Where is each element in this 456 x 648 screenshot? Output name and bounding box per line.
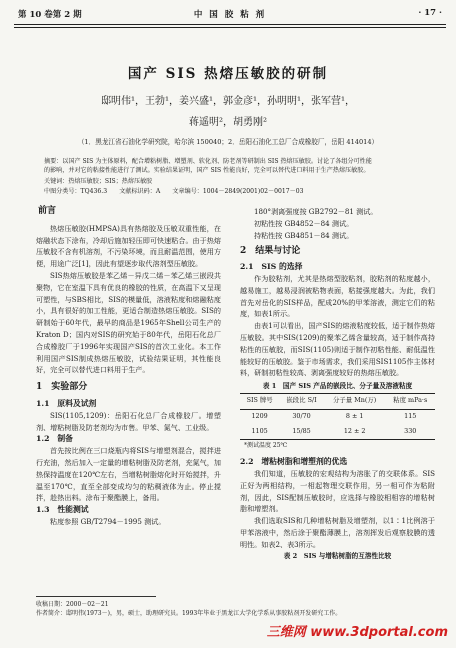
header-rule	[14, 24, 446, 25]
testing-paragraph: 粘度参照 GB/T2794－1995 测试。	[50, 516, 166, 526]
section-heading-results: 2 结果与讨论	[240, 246, 301, 257]
received-date: 收稿日期：2000－02－21	[36, 601, 109, 608]
table-header-cell: 粘度 mPa·s	[393, 396, 428, 405]
test-method-line: 180°剥离强度按 GB2792－81 测试。	[254, 207, 378, 216]
abstract-line: 摘要：以国产 SIS 为主体原料，配合增粘树脂、增塑剂、软化剂、防老剂等研制出 SIS 热熔压敏胶。讨论了各组分可性能	[44, 158, 372, 165]
sis-selection-paragraph: 作为胶粘剂，尤其是热熔型胶粘剂，胶粘剂的粘度越小，越易施工，越易浸润被粘物表面，粘接强度越大。为此，我们首先对岳化的SIS样品，配成20%的甲苯溶液，测定它们的粘度，如表1所示。	[240, 273, 435, 319]
table-cell: 1209	[251, 412, 268, 421]
paper-title: 国产 SIS 热熔压敏胶的研制	[127, 66, 329, 82]
test-method-line: 初粘性按 GB4852－84 测试。	[254, 218, 354, 228]
author-bio: 作者简介：邸明伟(1973－)，男，硕士，助理研究员。1993年毕业于黑龙江大学化学系从事胶粘剂开发研究工作。	[36, 610, 342, 617]
table-cell: 8 ± 1	[345, 412, 364, 421]
section-heading-experimental: 1 实验部分	[36, 382, 88, 393]
tackifier-paragraph: 我们知道，压敏胶的宏观结构为溶胀了的交联体系。SIS正好为两相结构，一相起物理交联作用，另一相可作为粘附剂，因此，SIS配制压敏胶时，应选择与橡胶相相容的增粘树脂和增塑剂。	[240, 468, 435, 514]
test-method-line: 持粘性按 GB4851－84 测试。	[254, 230, 354, 240]
materials-paragraph: SIS(1105,1209)：岳阳石化总厂合成橡胶厂。增塑剂、增粘树脂及防老剂均为市售。甲苯、氮气、工业级。	[36, 410, 221, 432]
table-cell: 115	[404, 412, 417, 421]
table1	[240, 393, 435, 440]
table-cell: 12 ± 2	[343, 427, 366, 436]
table2-caption: 表 2 SIS 与增粘树脂的互溶性比较	[283, 551, 392, 560]
running-header	[18, 6, 442, 22]
section-heading-intro: 前言	[38, 206, 57, 216]
table-row	[240, 425, 435, 440]
table-header-cell: 分子量 Mn(万)	[333, 396, 377, 405]
table-row	[240, 409, 435, 424]
abstract	[44, 157, 419, 175]
table1-note: *测试温度 25℃	[244, 442, 288, 450]
subsection-heading-sis-selection: 2.1 SIS 的选择	[240, 262, 303, 272]
left-column	[36, 206, 221, 528]
tackifier-paragraph: 我们选取SIS和几种增粘树脂及增塑剂，以1∶1比例溶于甲苯溶液中，然后涂于聚酯薄膜上，溶剂挥发后观察胶膜的透明性。如表2、表3所示。	[240, 516, 435, 549]
test-methods	[240, 206, 435, 241]
intro-paragraph: SIS热熔压敏胶是苯乙烯－异戊二烯－苯乙烯三嵌段共聚物，它在室温下具有优良的橡胶的性质，在高温下又呈现可塑性，与SBS相比，SIS的模量低，溶液粘度和熔融粘度小，具有很好的加工性能，更适合制造热熔压敏胶。SIS的研制始于60年代，最早的商品是1965年Shell公司生产的Kraton D；国内对SIS的研究始于80年代，岳阳石化总厂合成橡胶厂于1996年实现国产SIS的首次工业化。本工作利用国产SIS制成热熔压敏胶，试验结果证明，其性能良好，完全可以替代进口料用于生产。	[36, 270, 221, 375]
site-watermark: 三维网 www.3dportal.com	[266, 625, 448, 640]
keywords: 关键词：热熔压敏胶；SIS；热熔压敏胶	[44, 178, 153, 185]
table-cell: 30/70	[292, 412, 311, 421]
table-header-row	[240, 393, 435, 409]
preparation-paragraph: 首先按比例在三口烧瓶内将SIS与增塑剂混合，搅拌进行充油，然后加入一定量的增粘树脂及防老剂，充氮气，加热保持温度在120℃左右，当增粘树脂熔化时开始搅拌，升温至170℃，直至全部变成均匀的粘稠液体为止。停止搅拌，趁热出料。涂布于聚酯膜上，备用。	[36, 446, 221, 503]
abstract-line: 的影响，并对它的粘接性能进行了测试。实验结果证明，国产 SIS 性能良好，完全可以替代进口料用于生产热熔压敏胶。	[44, 167, 370, 174]
classification-codes: 中图分类号：TQ436.3 文献标识码：A 文章编号：1004－2849(2001)02－0017－03	[44, 188, 304, 195]
issue-label: 第 10 卷第 2 期	[18, 10, 82, 20]
table-cell: 330	[404, 427, 417, 436]
intro-paragraph: 热熔压敏胶(HMPSA)具有热熔胶及压敏双重性能，在熔融状态下涂布，冷却后施加轻压即可快速粘合。由于热熔压敏胶不含有机溶剂，不污染环境，而且耐温范围，使用方便，用途广泛[1]，因此有望逐步取代溶剂型压敏胶。	[36, 223, 221, 269]
table-header-cell: 嵌段比 S/I	[286, 396, 317, 405]
subsection-heading-testing: 1.3 性能测试	[36, 505, 89, 515]
table-cell: 1105	[251, 427, 268, 436]
sis-selection-paragraph: 由表1可以看出，国产SIS的熔液粘度较低，适于制作热熔压敏胶。其中SIS(1209)的聚苯乙烯含量较高，适于制作高持粘性的压敏胶，而SIS(1105)则适于制作初粘性能、耐低温性能较好的压敏胶。鉴于市场需求，我们采用SIS1105作主体材料，研制初粘性较高、剥离强度较好的热熔压敏胶。	[240, 321, 435, 378]
subsection-heading-preparation: 1.2 制备	[36, 434, 73, 444]
right-column	[240, 206, 435, 562]
page-number: · 17 ·	[418, 8, 442, 18]
authors-line-1: 邸明伟¹，王勃¹，姜兴盛¹，郭金彦¹，孙明明¹，张军营¹，	[100, 96, 356, 107]
authors-line-2: 蒋遥明²，胡勇刚²	[188, 117, 268, 128]
subsection-heading-materials: 1.1 原料及试剂	[36, 398, 97, 408]
header-rule-thin	[14, 27, 446, 28]
table-header-cell: SIS 牌号	[246, 396, 273, 405]
table1-caption: 表 1 国产 SIS 产品的嵌段比、分子量及溶液粘度	[262, 382, 413, 391]
subsection-heading-tackifier: 2.2 增粘树脂和增塑剂的优选	[240, 457, 348, 467]
affiliation: （1．黑龙江省石油化学研究院，哈尔滨 150040；2．岳阳石油化工总厂合成橡胶厂，岳阳 414014）	[77, 138, 379, 146]
journal-name: 中 国 胶 粘 剂	[193, 10, 267, 20]
footnote-rule	[36, 596, 156, 597]
table-cell: 15/85	[292, 427, 311, 436]
